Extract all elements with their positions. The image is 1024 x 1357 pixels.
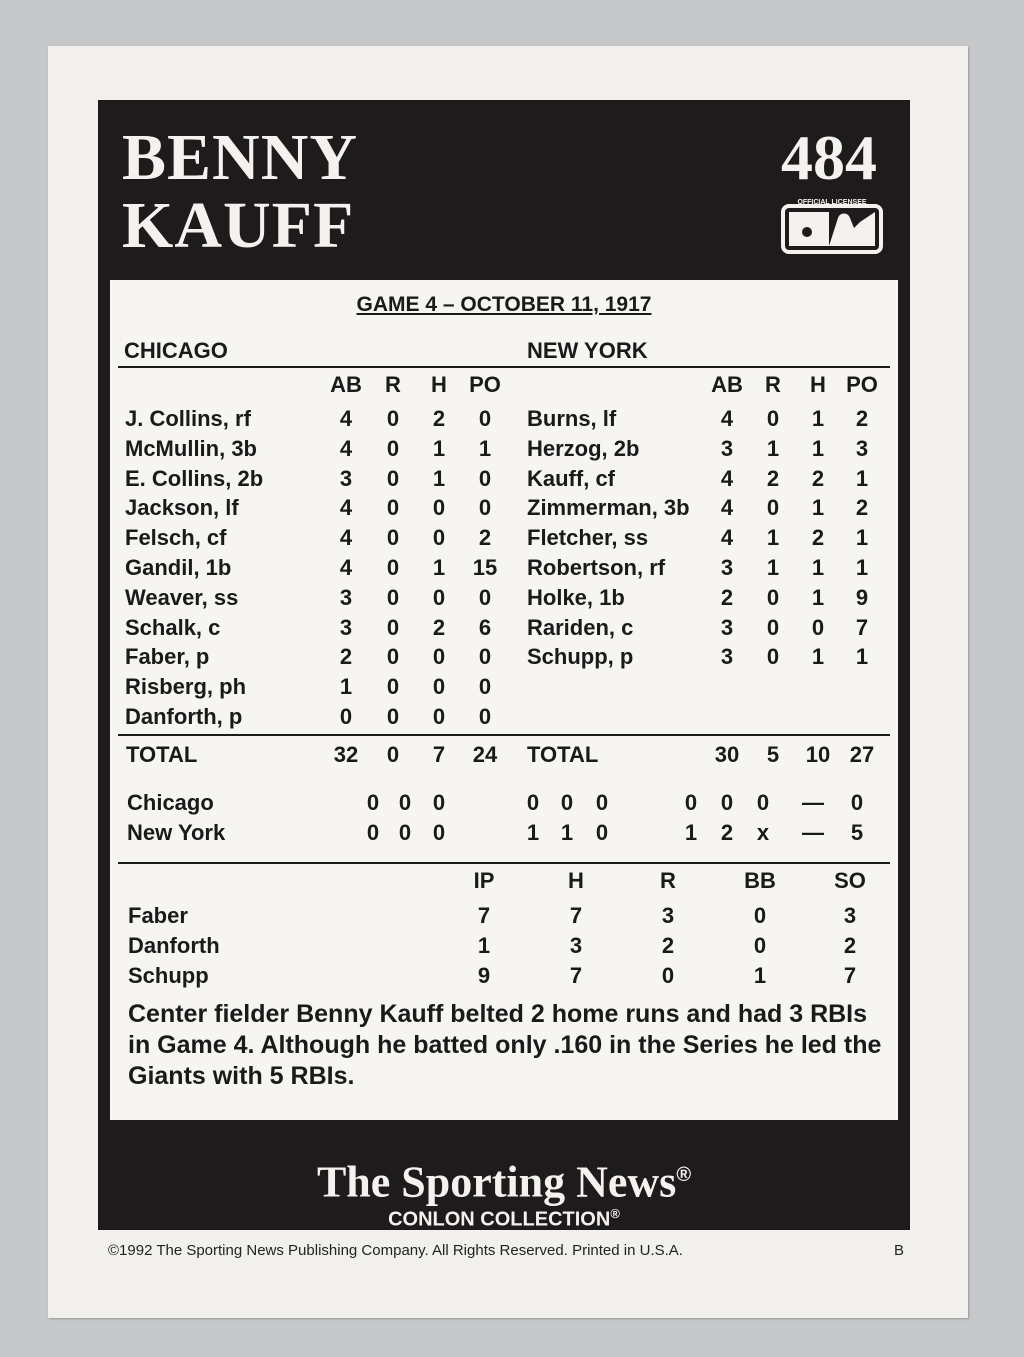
pitcher-stat: 0 (753, 903, 767, 928)
home-player-stat: 1 (811, 555, 825, 580)
away-player-stat: 0 (386, 555, 400, 580)
home-player-name: Kauff, cf (527, 465, 615, 491)
away-player-stat: 1 (432, 465, 446, 491)
player-name (122, 121, 359, 262)
home-player-name: Fletcher, ss (527, 525, 649, 551)
linescore-runs: 5 (850, 820, 864, 845)
away-player-stat: 2 (478, 525, 492, 551)
home-player-stat: 0 (766, 584, 780, 610)
home-player-stat: 0 (811, 614, 825, 640)
pitcher-stat: 7 (843, 963, 857, 988)
away-total-stat: 7 (432, 742, 446, 767)
card-blurb: Center fielder Benny Kauff belted 2 home runs and had 3 RBIs in Game 4. Although he batted only .160 in the Series he led the Giants with 5 RBIs. (128, 1000, 882, 1090)
pitching-column-header: R (660, 868, 676, 893)
away-player-stat: 1 (432, 555, 446, 580)
sporting-news-brand: The Sporting News (316, 1157, 677, 1207)
away-player-stat: 0 (478, 644, 492, 670)
linescore-inning: 0 (720, 790, 734, 815)
away-player-name: Jackson, lf (125, 495, 239, 521)
sporting-news-registered-mark: ® (676, 1164, 692, 1186)
away-player-stat: 4 (339, 406, 353, 431)
home-total-stat: 5 (766, 742, 780, 767)
linescore-inning: 0 (432, 820, 446, 845)
away-player-name: Weaver, ss (125, 584, 239, 610)
pitcher-stat: 0 (753, 933, 767, 958)
away-player-stat: 6 (478, 614, 492, 640)
home-column-header: PO (846, 372, 878, 397)
home-player-name: Robertson, rf (527, 555, 666, 580)
away-player-stat: 0 (478, 406, 492, 431)
away-player-stat: 0 (432, 495, 446, 521)
pitching-column-header: BB (744, 868, 776, 893)
home-player-stat: 3 (720, 555, 734, 580)
away-player-stat: 4 (339, 495, 353, 521)
away-player-stat: 0 (386, 704, 400, 729)
away-player-name: Gandil, 1b (125, 555, 232, 580)
away-player-stat: 0 (432, 525, 446, 551)
player-first-name: BENNY (122, 121, 359, 194)
home-total-label: TOTAL (527, 742, 599, 767)
away-player-name: Risberg, ph (125, 674, 247, 700)
linescore-dash: — (802, 820, 824, 845)
away-player-stat: 0 (432, 674, 446, 700)
pitching-column-header: H (568, 868, 584, 893)
home-player-stat: 1 (855, 465, 869, 491)
away-player-stat: 0 (386, 644, 400, 670)
away-player-stat: 0 (386, 584, 400, 610)
away-player-stat: 0 (478, 584, 492, 610)
home-player-stat: 1 (855, 525, 869, 551)
home-player-stat: 1 (766, 435, 780, 461)
game-title: GAME 4 – OCTOBER 11, 1917 (356, 293, 652, 316)
player-last-name: KAUFF (122, 189, 355, 262)
away-total-stat: 0 (386, 742, 400, 767)
pitcher-name: Schupp (128, 963, 209, 988)
home-player-stat: 0 (766, 495, 780, 521)
away-player-stat: 0 (432, 584, 446, 610)
home-player-stat: 9 (855, 584, 869, 610)
linescore-inning: 2 (720, 820, 734, 845)
home-player-stat: 2 (720, 584, 734, 610)
home-column-header: AB (711, 372, 743, 397)
away-player-stat: 0 (386, 674, 400, 700)
away-player-stat: 0 (432, 644, 446, 670)
linescore-inning: 0 (366, 820, 380, 845)
home-player-stat: 1 (811, 435, 825, 461)
away-player-stat: 1 (478, 435, 492, 461)
home-player-stat: 1 (811, 406, 825, 431)
pitcher-stat: 0 (661, 963, 675, 988)
card-variant-code: B (894, 1242, 905, 1259)
linescore-inning: 0 (684, 790, 698, 815)
linescore-inning: 1 (684, 820, 698, 845)
conlon-registered-mark: ® (610, 1206, 620, 1221)
away-player-stat: 2 (432, 406, 446, 431)
pitcher-stat: 7 (569, 963, 583, 988)
pitcher-stat: 3 (661, 903, 675, 928)
pitcher-stat: 7 (569, 903, 583, 928)
pitcher-stat: 2 (661, 933, 675, 958)
pitcher-stat: 2 (843, 933, 857, 958)
home-player-stat: 1 (811, 644, 825, 670)
linescore-inning: 0 (398, 790, 412, 815)
home-player-stat: 4 (720, 406, 734, 431)
away-player-stat: 0 (386, 406, 400, 431)
pitcher-stat: 1 (477, 933, 491, 958)
away-total-stat: 32 (333, 742, 359, 767)
away-column-header: PO (469, 372, 501, 397)
home-player-stat: 1 (811, 584, 825, 610)
sporting-news-logo (98, 1150, 910, 1208)
linescore-team: New York (127, 820, 226, 845)
away-player-stat: 1 (339, 674, 353, 700)
logo-licensee-text: OFFICIAL LICENSEE (797, 199, 867, 206)
away-player-stat: 0 (339, 704, 353, 729)
home-player-stat: 3 (720, 644, 734, 670)
home-column-header: H (810, 372, 826, 397)
totals-rule (118, 734, 890, 736)
home-player-stat: 2 (811, 465, 825, 491)
home-player-stat: 4 (720, 525, 734, 551)
home-player-stat: 3 (855, 435, 869, 461)
home-player-name: Schupp, p (527, 644, 634, 670)
away-player-stat: 4 (339, 435, 353, 461)
linescore-inning: 0 (366, 790, 380, 815)
away-player-stat: 1 (432, 435, 446, 461)
away-player-name: E. Collins, 2b (125, 465, 264, 491)
away-player-stat: 15 (472, 555, 498, 580)
away-player-stat: 0 (386, 525, 400, 551)
home-player-stat: 2 (811, 525, 825, 551)
away-team-name: CHICAGO (124, 338, 228, 363)
linescore-inning: 0 (595, 790, 609, 815)
linescore-rule (118, 862, 890, 864)
pitching-column-header: SO (834, 868, 866, 893)
linescore-team: Chicago (127, 790, 214, 815)
linescore-inning: 1 (526, 820, 540, 845)
away-player-name: Schalk, c (125, 614, 221, 640)
linescore-inning: 0 (560, 790, 574, 815)
home-player-stat: 1 (855, 555, 869, 580)
home-player-stat: 2 (855, 495, 869, 521)
home-player-stat: 0 (766, 406, 780, 431)
away-player-stat: 4 (339, 525, 353, 551)
linescore-inning: 0 (398, 820, 412, 845)
home-player-stat: 1 (766, 525, 780, 551)
linescore-inning: 0 (432, 790, 446, 815)
home-total-stat: 30 (714, 742, 740, 767)
away-player-stat: 0 (386, 435, 400, 461)
home-player-stat: 1 (811, 495, 825, 521)
pitcher-stat: 7 (477, 903, 491, 928)
card-number: 484 (781, 122, 877, 193)
linescore-runs: 0 (850, 790, 864, 815)
home-player-stat: 0 (766, 614, 780, 640)
home-player-stat: 4 (720, 465, 734, 491)
away-player-name: Danforth, p (125, 704, 243, 729)
away-player-name: J. Collins, rf (125, 406, 251, 431)
home-player-stat: 1 (855, 644, 869, 670)
home-player-stat: 2 (766, 465, 780, 491)
linescore-inning: 0 (756, 790, 770, 815)
away-column-header: AB (330, 372, 362, 397)
pitcher-name: Faber (128, 903, 188, 928)
away-player-stat: 0 (386, 495, 400, 521)
away-column-header: R (385, 372, 401, 397)
home-player-stat: 1 (766, 555, 780, 580)
away-player-stat: 2 (432, 614, 446, 640)
conlon-collection (98, 1202, 910, 1232)
linescore-inning: 0 (526, 790, 540, 815)
away-player-stat: 4 (339, 555, 353, 580)
away-player-stat: 3 (339, 465, 353, 491)
home-column-header: R (765, 372, 781, 397)
away-player-stat: 3 (339, 614, 353, 640)
pitcher-stat: 3 (843, 903, 857, 928)
away-total-label: TOTAL (126, 742, 198, 767)
home-player-name: Burns, lf (527, 406, 617, 431)
linescore-inning: x (756, 820, 770, 845)
home-team-name: NEW YORK (527, 338, 648, 363)
home-player-stat: 3 (720, 435, 734, 461)
home-player-stat: 7 (855, 614, 869, 640)
logo-batter-silhouette (829, 212, 875, 246)
home-player-name: Herzog, 2b (527, 435, 640, 461)
away-player-stat: 0 (386, 614, 400, 640)
pitcher-name: Danforth (128, 933, 220, 958)
home-player-name: Rariden, c (527, 614, 634, 640)
header-rule (118, 366, 890, 368)
home-player-stat: 2 (855, 406, 869, 431)
pitching-column-header: IP (473, 868, 495, 893)
pitcher-stat: 3 (569, 933, 583, 958)
away-player-stat: 0 (478, 704, 492, 729)
away-column-header: H (431, 372, 447, 397)
away-player-stat: 0 (386, 465, 400, 491)
away-total-stat: 24 (472, 742, 498, 767)
away-player-name: Faber, p (125, 644, 210, 670)
away-player-name: McMullin, 3b (125, 435, 257, 461)
away-player-stat: 0 (478, 674, 492, 700)
pitcher-stat: 1 (753, 963, 767, 988)
away-player-stat: 0 (432, 704, 446, 729)
copyright-line: ©1992 The Sporting News Publishing Company. All Rights Reserved. Printed in U.S.A. (108, 1242, 683, 1259)
pitcher-stat: 9 (477, 963, 491, 988)
away-player-stat: 0 (478, 465, 492, 491)
conlon-collection-label: CONLON COLLECTION (388, 1208, 611, 1231)
home-player-name: Zimmerman, 3b (527, 495, 690, 521)
away-player-stat: 3 (339, 584, 353, 610)
away-player-stat: 2 (339, 644, 353, 670)
home-player-stat: 3 (720, 614, 734, 640)
home-total-stat: 27 (849, 742, 875, 767)
away-player-name: Felsch, cf (125, 525, 227, 551)
home-total-stat: 10 (805, 742, 831, 767)
home-player-stat: 0 (766, 644, 780, 670)
logo-ball-icon (802, 227, 812, 237)
linescore-inning: 1 (560, 820, 574, 845)
away-player-stat: 0 (478, 495, 492, 521)
home-player-name: Holke, 1b (527, 584, 625, 610)
linescore-dash: — (802, 790, 824, 815)
linescore-inning: 0 (595, 820, 609, 845)
home-player-stat: 4 (720, 495, 734, 521)
mlb-official-licensee-logo (780, 196, 884, 256)
